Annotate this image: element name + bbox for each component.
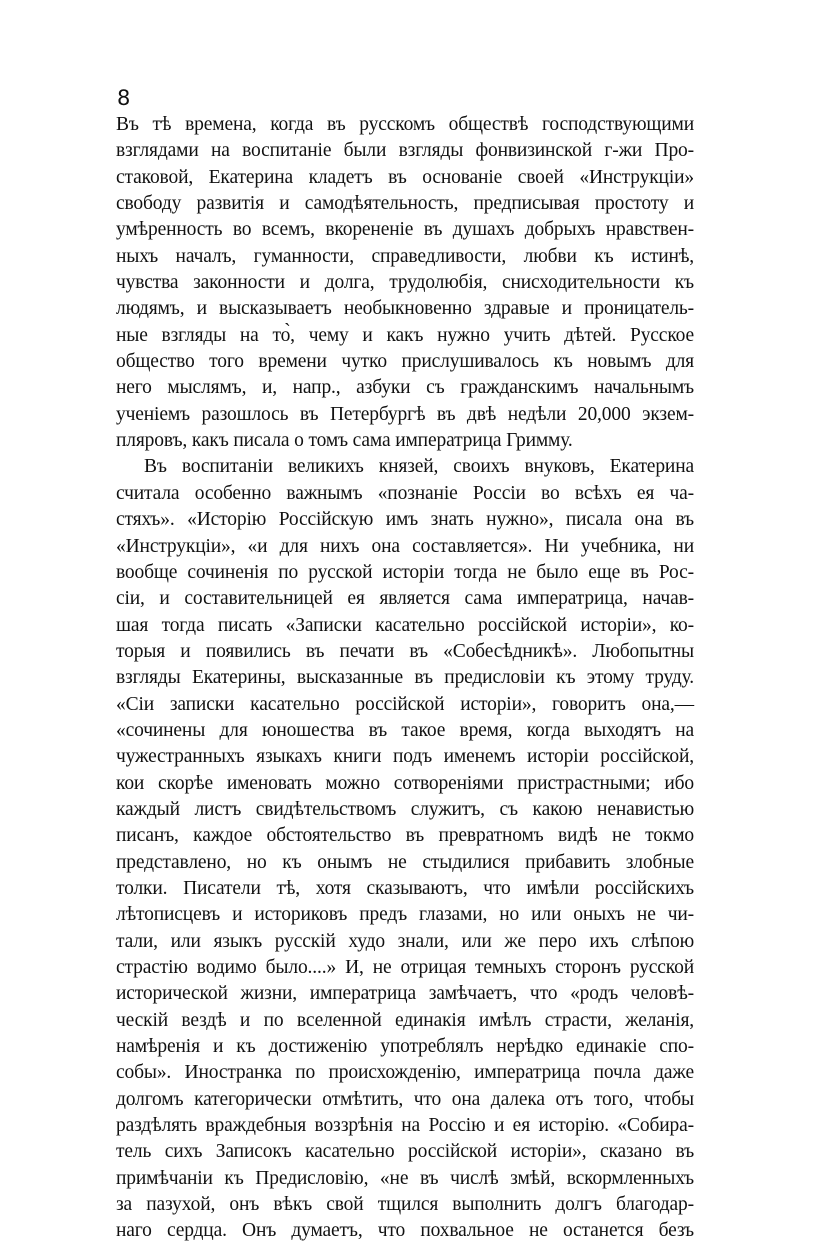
text-line: примѣчаніи къ Предисловію, «не въ числѣ змѣй, вскормленныхъ: [116, 1167, 694, 1189]
text-line: кои скорѣе именовать можно сотвореніями пристрастными; ибо: [116, 772, 694, 794]
text-line: чувства законности и долга, трудолюбія, снисходительности къ: [116, 272, 694, 294]
text-line: писанъ, каждое обстоятельство въ превратномъ видѣ не токмо: [116, 825, 694, 847]
text-line: чужестранныхъ языкахъ книги подъ именемъ исторіи россійской,: [116, 746, 694, 768]
text-line: взгляды Екатерины, высказанные въ предисловіи къ этому труду.: [116, 667, 694, 689]
body-text: [116, 112, 694, 1245]
paragraph: [116, 112, 694, 454]
text-line: толки. Писатели тѣ, хотя сказываютъ, что имѣли россійскихъ: [116, 877, 694, 899]
text-line: «Инструкціи», «и для нихъ она составляется». Ни учебника, ни: [116, 535, 694, 557]
text-line: сіи, и составительницей ея является сама императрица, начав-: [116, 588, 694, 610]
text-line: лѣтописцевъ и историковъ предъ глазами, но или оныхъ не чи-: [116, 904, 694, 926]
text-line: Въ тѣ времена, когда въ русскомъ обществѣ господствующими: [116, 114, 694, 135]
text-line: исторической жизни, императрица замѣчаетъ, что «родъ человѣ-: [116, 983, 694, 1005]
text-line: за пазухой, онъ вѣкъ свой тщился выполнить долгъ благодар-: [116, 1194, 694, 1216]
text-line: страстію водимо было....» И, не отрицая темныхъ сторонъ русской: [116, 957, 694, 978]
text-line: собы». Иностранка по происхожденію, императрица почла даже: [116, 1062, 694, 1084]
text-line: наго сердца. Онъ думаетъ, что похвальное не останется безъ: [116, 1220, 694, 1242]
text-line: долгомъ категорически отмѣтить, что она далека отъ того, чтобы: [116, 1088, 694, 1110]
text-line: тали, или языкъ русскій худо знали, или же перо ихъ слѣпою: [116, 930, 694, 952]
text-line: «сочинены для юношества въ такое время, когда выходятъ на: [116, 719, 694, 741]
page-number: 8: [117, 86, 131, 110]
text-line: Въ воспитаніи великихъ князей, своихъ внуковъ, Екатерина: [144, 456, 694, 478]
text-line: ныхъ началъ, гуманности, справедливости, любви къ истинѣ,: [116, 245, 694, 267]
text-line: тель сихъ Записокъ касательно россійской исторіи», сказано въ: [116, 1141, 694, 1163]
text-line: раздѣлять враждебныя воззрѣнія на Россію и ея исторію. «Собира-: [116, 1115, 694, 1137]
text-line: пляровъ, какъ писала о томъ сама императрица Гримму.: [116, 430, 573, 452]
text-line: намѣренія и къ достиженію употреблялъ нерѣдко единакіе спо-: [116, 1036, 694, 1058]
text-line: него мыслямъ, и, напр., азбуки съ гражданскимъ начальнымъ: [116, 377, 694, 399]
text-line: вообще сочиненія по русской исторіи тогда не было еще въ Рос-: [116, 561, 694, 583]
text-line: людямъ, и высказываетъ необыкновенно здравые и проницатель-: [116, 298, 694, 320]
text-line: взглядами на воспитаніе были взгляды фонвизинской г-жи Про-: [116, 140, 694, 162]
text-line: стаковой, Екатерина кладетъ въ основаніе своей «Инструкціи»: [116, 166, 694, 188]
text-line: каждый листъ свидѣтельствомъ служитъ, съ какою ненавистью: [116, 798, 694, 820]
text-line: «Сіи записки касательно россійской исторіи», говоритъ она,—: [116, 693, 694, 715]
text-line: ные взгляды на то̀, чему и какъ нужно учить дѣтей. Русское: [116, 324, 694, 346]
text-line: представлено, но къ онымъ не стыдилися прибавить злобные: [116, 851, 694, 873]
text-line: ученіемъ разошлось въ Петербургѣ въ двѣ недѣли 20,000 экзем-: [116, 403, 694, 425]
text-line: умѣренность во всемъ, вкорененіе въ душахъ добрыхъ нравствен-: [116, 219, 694, 241]
text-line: шая тогда писать «Записки касательно россійской исторіи», ко-: [116, 614, 694, 636]
text-line: стяхъ». «Исторію Россійскую имъ знать нужно», писала она въ: [116, 509, 694, 531]
text-line: общество того времени чутко прислушивалось къ новымъ для: [116, 351, 694, 373]
text-line: считала особенно важнымъ «познаніе Россіи во всѣхъ ея ча-: [116, 482, 694, 504]
text-line: торыя и появились въ печати въ «Собесѣдникѣ». Любопытны: [116, 640, 694, 662]
text-line: ческій вездѣ и по вселенной единакія имѣлъ страсти, желанія,: [116, 1009, 694, 1031]
paragraph: [116, 454, 694, 1244]
text-line: свободу развитія и самодѣятельность, предписывая простоту и: [116, 193, 694, 215]
